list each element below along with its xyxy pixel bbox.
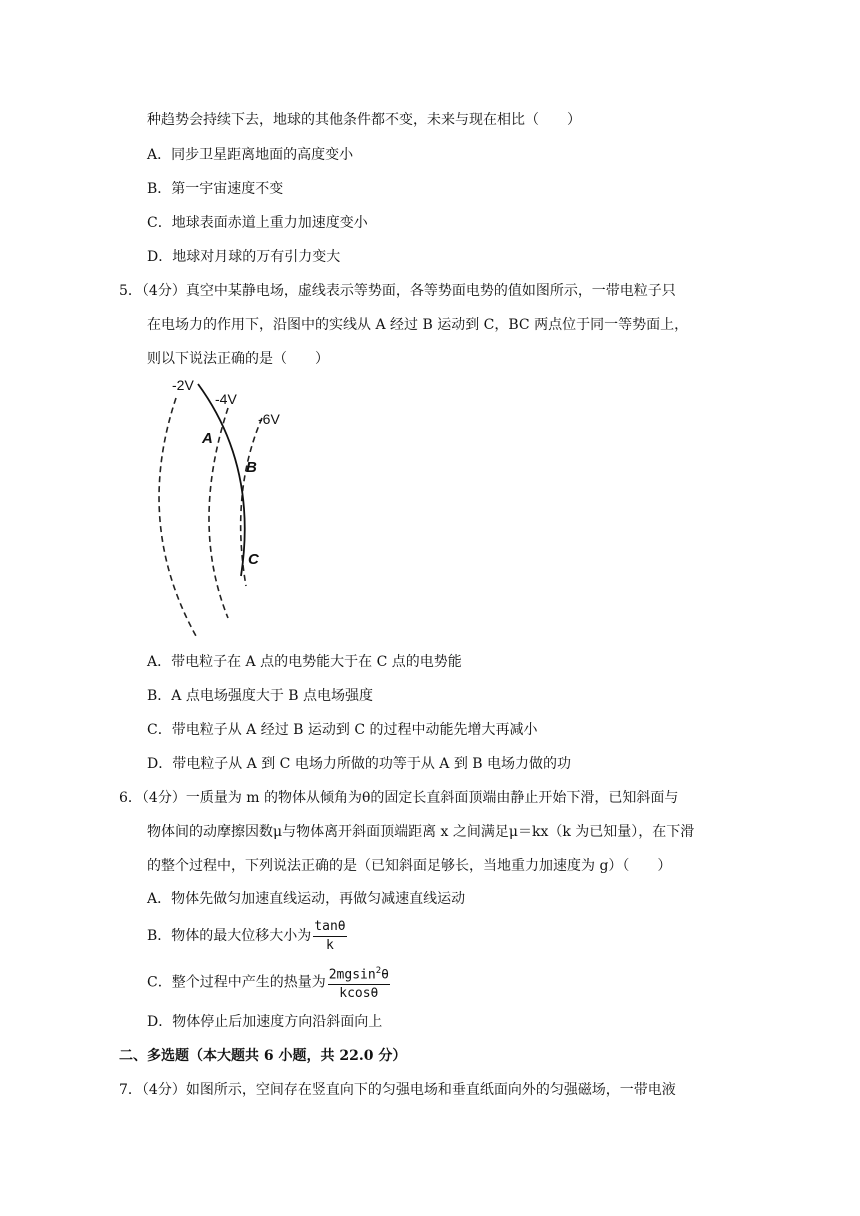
- q6-option-b-prefix: B．物体的最大位移大小为: [147, 928, 312, 944]
- q5-stem-line-2: 在电场力的作用下，沿图中的实线从 A 经过 B 运动到 C，BC 两点位于同一等势面上，: [147, 317, 689, 333]
- fraction-tan-over-k: [313, 919, 346, 954]
- q6-option-c-prefix: C．整个过程中产生的热量为: [147, 974, 326, 991]
- q6-option-d: D．物体停止后加速度方向沿斜面向上: [147, 1014, 383, 1030]
- equipotential-figure: [140, 374, 320, 646]
- q5-stem-line-1: 5．（4分）真空中某静电场，虚线表示等势面，各等势面电势的值如图所示，一带电粒子只: [119, 283, 676, 299]
- equipotential-line-minus-2v: [159, 398, 196, 636]
- q6-stem-line-1: 6．（4分）一质量为 m 的物体从倾角为θ的固定长直斜面顶端由静止开始下滑，已知斜面与: [119, 790, 679, 806]
- q4-continuation: 种趋势会持续下去，地球的其他条件都不变，未来与现在相比（ ）: [147, 112, 581, 128]
- particle-trajectory: [198, 384, 245, 576]
- q4-option-d: D．地球对月球的万有引力变大: [147, 249, 341, 265]
- q5-option-d: D．带电粒子从 A 到 C 电场力所做的功等于从 A 到 B 电场力做的功: [147, 756, 572, 772]
- section-2-title: 二、多选题（本大题共 6 小题，共 22.0 分）: [119, 1048, 407, 1064]
- point-label-c: C: [248, 551, 259, 568]
- q5-stem-line-3: 则以下说法正确的是（ ）: [147, 351, 329, 367]
- fraction-denominator: k: [326, 937, 334, 953]
- point-label-b: B: [246, 459, 257, 476]
- q6-stem-line-2: 物体间的动摩擦因数μ与物体离开斜面顶端距离 x 之间满足μ＝kx（k 为已知量），在下滑: [147, 824, 695, 840]
- q7-stem-line-1: 7．（4分）如图所示，空间存在竖直向下的匀强电场和垂直纸面向外的匀强磁场，一带电液: [119, 1082, 676, 1098]
- point-label-a: A: [202, 430, 213, 447]
- q4-option-a: A．同步卫星距离地面的高度变小: [147, 147, 354, 163]
- potential-label-minus-4v: -4V: [215, 391, 237, 407]
- potential-label-minus-2v: -2V: [172, 377, 194, 393]
- q6-stem-line-3: 的整个过程中，下列说法正确的是（已知斜面足够长，当地重力加速度为 g）（ ）: [147, 858, 672, 874]
- potential-label-minus-6v: -6V: [258, 411, 280, 427]
- q4-option-b: B．第一宇宙速度不变: [147, 181, 284, 197]
- fraction-numerator: 2mgsin$^2$θ: [328, 963, 390, 985]
- fraction-numerator: tanθ: [313, 919, 346, 937]
- fraction-heat: [328, 963, 390, 1002]
- q4-option-c: C．地球表面赤道上重力加速度变小: [147, 215, 368, 231]
- q6-option-a: A．物体先做匀加速直线运动，再做匀减速直线运动: [147, 891, 466, 907]
- q5-option-c: C．带电粒子从 A 经过 B 运动到 C 的过程中动能先增大再减小: [147, 722, 538, 738]
- q6-option-c: [147, 963, 390, 1002]
- q6-option-b: [147, 917, 347, 955]
- q5-option-b: B．A 点电场强度大于 B 点电场强度: [147, 688, 374, 704]
- fraction-denominator: kcosθ: [339, 986, 379, 1002]
- q5-option-a: A．带电粒子在 A 点的电势能大于在 C 点的电势能: [147, 654, 462, 670]
